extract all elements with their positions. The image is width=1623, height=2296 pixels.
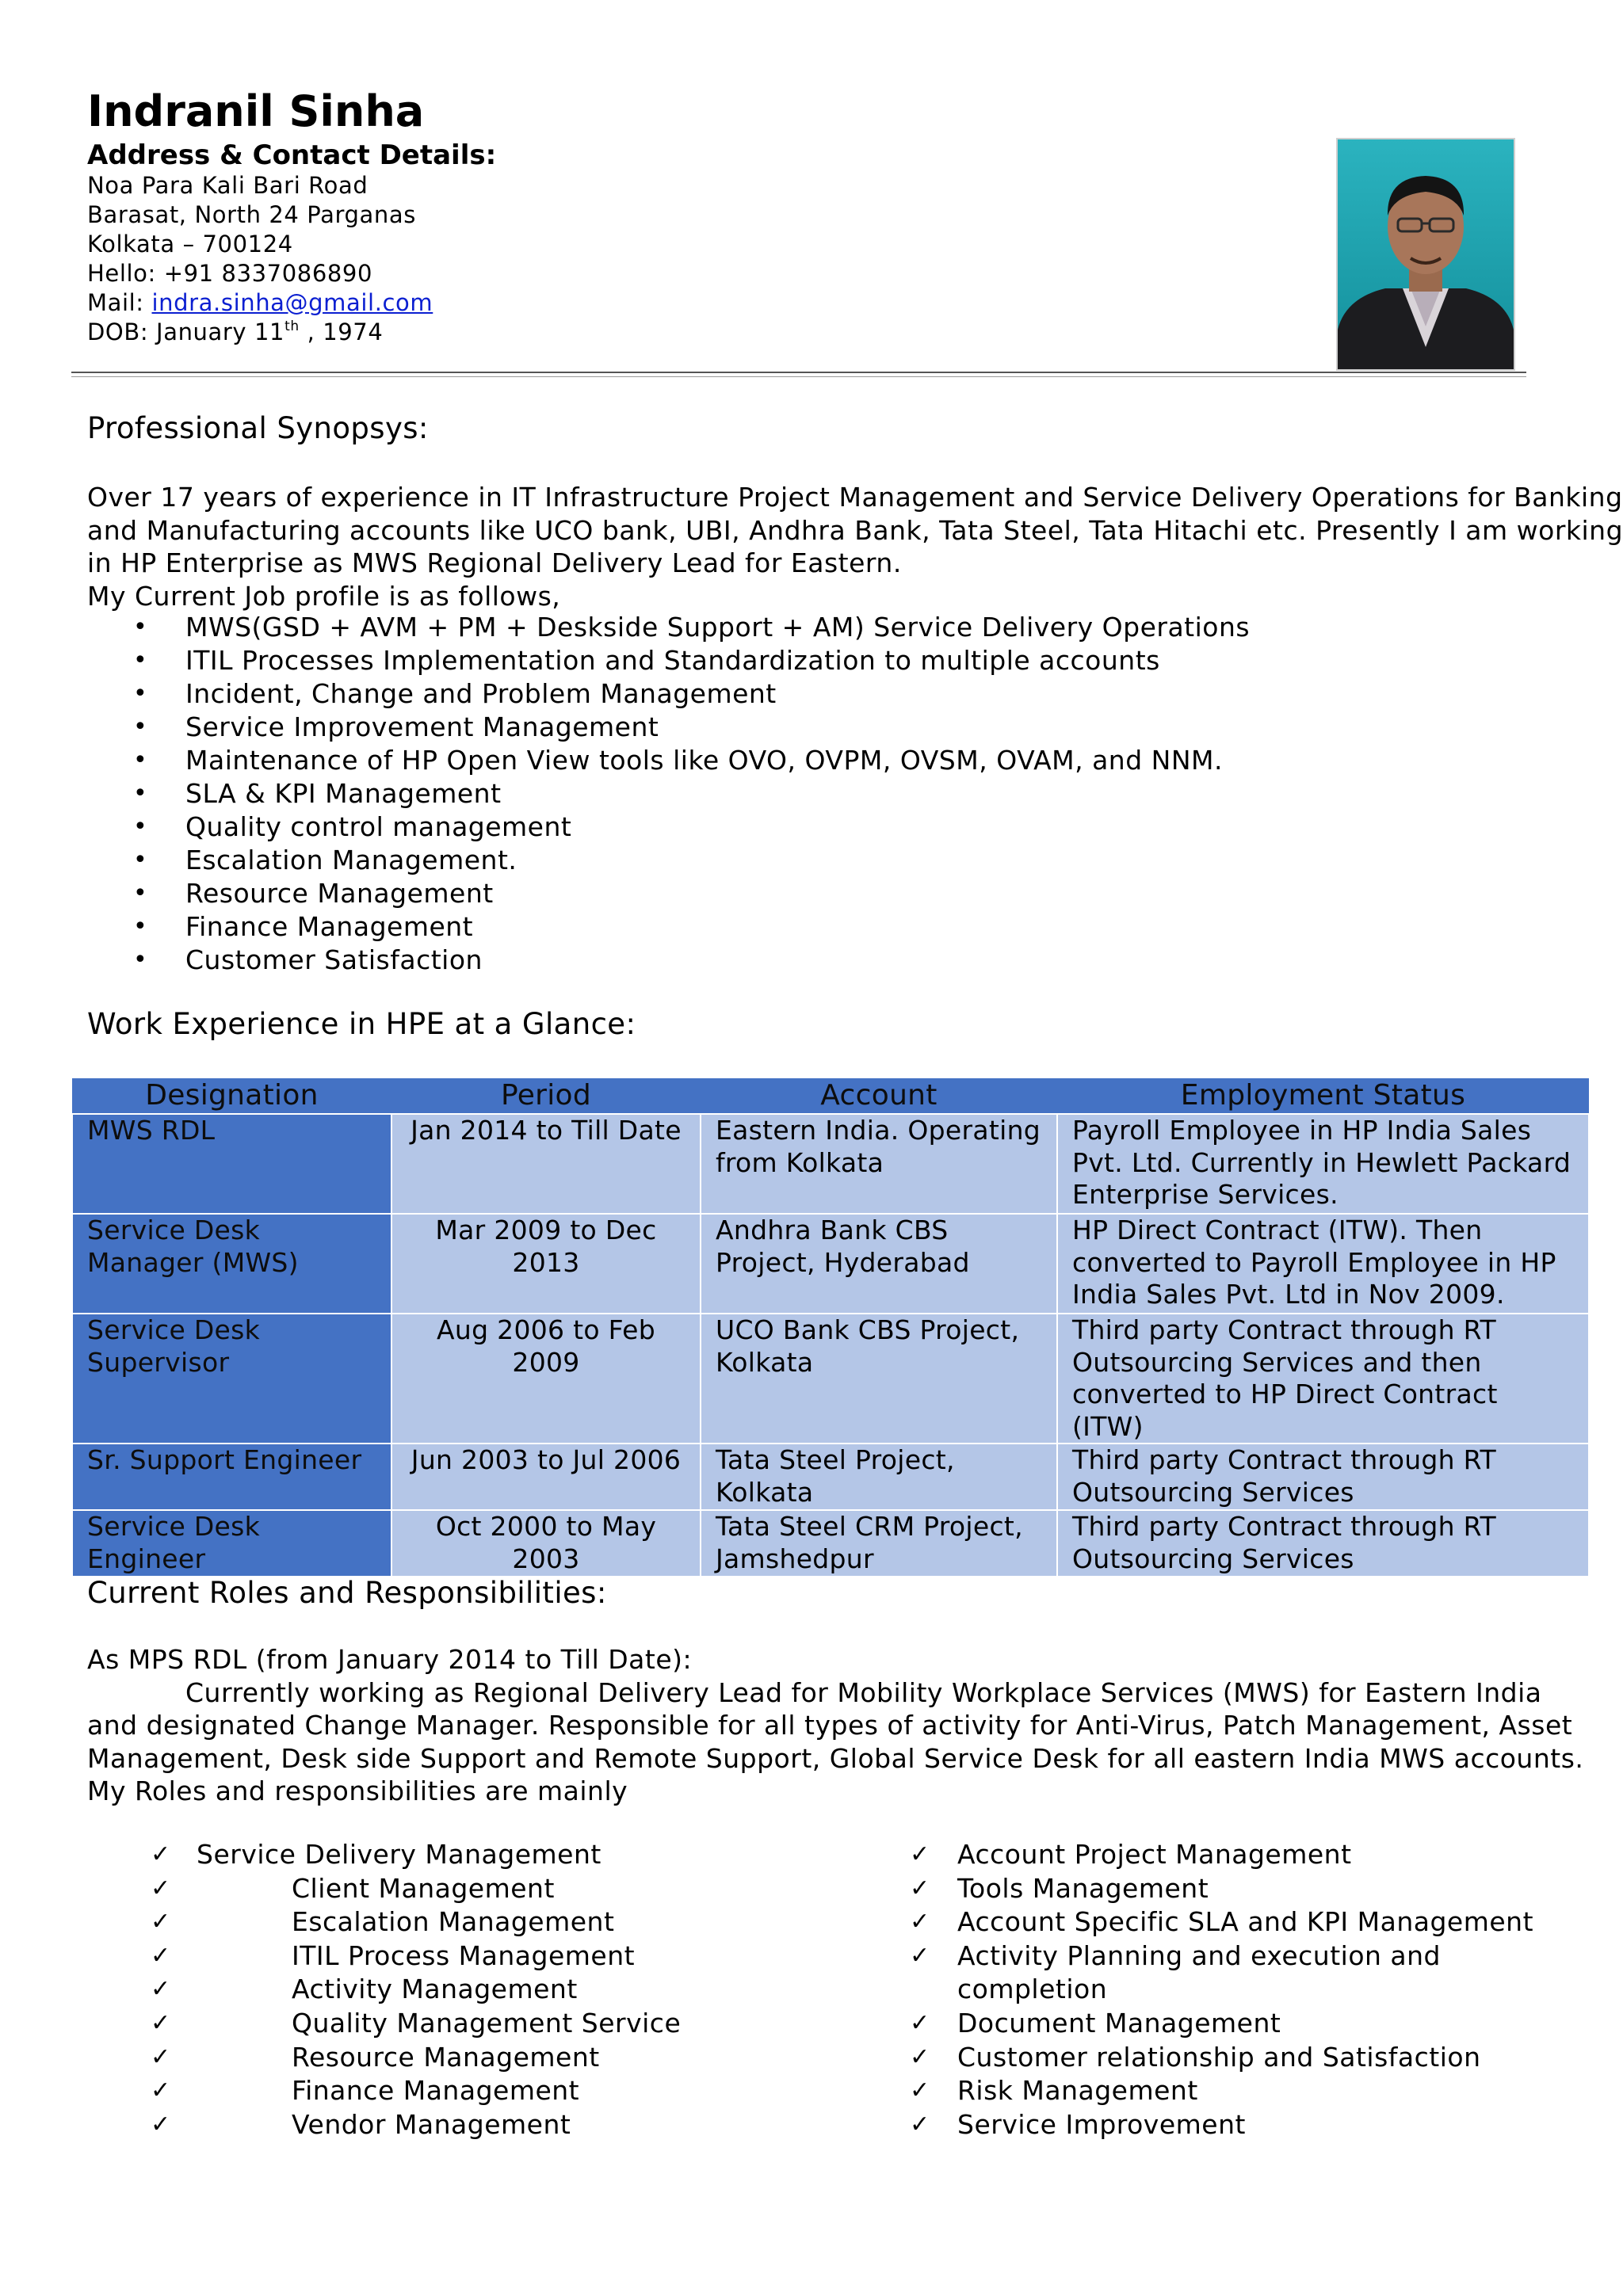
table-header-row <box>72 1078 1589 1114</box>
list-item-text: Customer Satisfaction <box>185 944 483 975</box>
list-item-text: Quality Management Service <box>292 2007 682 2039</box>
list-item-text: completion <box>957 1974 1108 2005</box>
period-cell: Oct 2000 to May 2003 <box>391 1510 701 1577</box>
mail-line <box>87 288 433 318</box>
list-item-text: Activity Management <box>292 1974 578 2005</box>
status-cell: Payroll Employee in HP India Sales Pvt. Ltd. Currently in Hewlett Packard Enterprise Services. <box>1057 1114 1589 1214</box>
designation-cell: Sr. Support Engineer <box>72 1444 391 1510</box>
list-item-text: Risk Management <box>957 2075 1198 2107</box>
list-item-text: Client Management <box>292 1872 555 1904</box>
roles-heading: Current Roles and Responsibilities: <box>87 1576 607 1610</box>
header-divider <box>71 372 1526 373</box>
list-item-text: ITIL Process Management <box>292 1939 636 1971</box>
bullet-icon: • <box>133 946 148 974</box>
list-item-text: Escalation Management <box>292 1906 615 1938</box>
status-cell: Third party Contract through RT Outsourcing Services and then converted to HP Direct Contract (ITW) <box>1057 1314 1589 1444</box>
synopsis-paragraph <box>87 481 1623 612</box>
checkmark-icon: ✓ <box>910 2110 930 2138</box>
synopsis-line: and Manufacturing accounts like UCO bank, UBI, Andhra Bank, Tata Steel, Tata Hitachi etc. Presently I am working <box>87 514 1623 546</box>
list-item-text: Escalation Management. <box>185 845 517 875</box>
bullet-icon: • <box>133 646 148 674</box>
work-heading: Work Experience in HPE at a Glance: <box>87 1007 636 1041</box>
profile-photo <box>1336 138 1515 371</box>
column-header-status: Employment Status <box>1057 1078 1589 1114</box>
dob-suffix: , 1974 <box>299 318 384 345</box>
checkmark-icon: ✓ <box>151 2042 171 2071</box>
status-cell: HP Direct Contract (ITW). Then converted to Payroll Employee in HP India Sales Pvt. Ltd in Nov 2009. <box>1057 1214 1589 1314</box>
list-item-text: Resource Management <box>292 2041 600 2073</box>
checkmark-icon: ✓ <box>151 2077 171 2105</box>
designation-cell: MWS RDL <box>72 1114 391 1214</box>
phone-line: Hello: +91 8337086890 <box>87 260 373 287</box>
bullet-icon: • <box>133 879 148 907</box>
dob-ordinal: th <box>285 318 300 334</box>
checkmark-icon: ✓ <box>910 2077 930 2105</box>
header-divider-thin <box>71 376 1526 377</box>
bullet-icon: • <box>133 846 148 874</box>
address-line-1: Noa Para Kali Bari Road <box>87 172 369 199</box>
checkmark-icon: ✓ <box>910 1908 930 1936</box>
synopsis-heading: Professional Synopsys: <box>87 411 429 445</box>
roles-line: As MPS RDL (from January 2014 to Till Date): <box>87 1644 693 1675</box>
roles-line: and designated Change Manager. Responsible for all types of activity for Anti-Virus, Patch Management, Asset <box>87 1710 1573 1741</box>
list-item-text: Account Project Management <box>957 1839 1352 1870</box>
designation-cell: Service Desk Manager (MWS) <box>72 1214 391 1314</box>
checkmark-icon: ✓ <box>910 1941 930 1970</box>
checkmark-icon: ✓ <box>151 1975 171 2004</box>
candidate-name: Indranil Sinha <box>87 86 425 136</box>
checkmark-icon: ✓ <box>910 2008 930 2037</box>
checkmark-icon: ✓ <box>151 1840 171 1868</box>
account-cell: Eastern India. Operating from Kolkata <box>701 1114 1057 1214</box>
list-item-text: MWS(GSD + AVM + PM + Deskside Support + AM) Service Delivery Operations <box>185 612 1251 643</box>
mail-label: Mail: <box>87 289 152 316</box>
bullet-icon: • <box>133 780 148 807</box>
checkmark-icon: ✓ <box>910 1840 930 1868</box>
dob-prefix: DOB: January 11 <box>87 318 285 345</box>
checkmark-icon: ✓ <box>151 1941 171 1970</box>
status-cell: Third party Contract through RT Outsourcing Services <box>1057 1510 1589 1577</box>
bullet-icon: • <box>133 813 148 841</box>
list-item-text: SLA & KPI Management <box>185 778 502 809</box>
bullet-icon: • <box>133 613 148 641</box>
list-item-text: Account Specific SLA and KPI Management <box>957 1906 1534 1938</box>
roles-line: My Roles and responsibilities are mainly <box>87 1775 628 1806</box>
table-row <box>72 1214 1589 1314</box>
checkmark-icon: ✓ <box>910 1874 930 1902</box>
table-row <box>72 1114 1589 1214</box>
table-row <box>72 1444 1589 1510</box>
table-row <box>72 1314 1589 1444</box>
list-item-text: ITIL Processes Implementation and Standardization to multiple accounts <box>185 645 1160 676</box>
account-cell: Tata Steel CRM Project, Jamshedpur <box>701 1510 1057 1577</box>
list-item-text: Document Management <box>957 2007 1281 2039</box>
period-cell: Mar 2009 to Dec 2013 <box>391 1214 701 1314</box>
synopsis-line: in HP Enterprise as MWS Regional Delivery Lead for Eastern. <box>87 547 902 578</box>
list-item-text: Customer relationship and Satisfaction <box>957 2041 1481 2073</box>
list-item-text: Service Improvement Management <box>185 711 659 742</box>
bullet-icon: • <box>133 913 148 940</box>
roles-line: Management, Desk side Support and Remote Support, Global Service Desk for all eastern India MWS accounts. <box>87 1742 1584 1774</box>
list-item-text: Vendor Management <box>292 2108 571 2140</box>
period-cell: Jan 2014 to Till Date <box>391 1114 701 1214</box>
profile-photo-image <box>1338 139 1514 369</box>
column-header-period: Period <box>391 1078 701 1114</box>
bullet-icon: • <box>133 713 148 741</box>
roles-line: Currently working as Regional Delivery Lead for Mobility Workplace Services (MWS) for Eastern India <box>185 1676 1542 1708</box>
account-cell: UCO Bank CBS Project, Kolkata <box>701 1314 1057 1444</box>
account-cell: Tata Steel Project, Kolkata <box>701 1444 1057 1510</box>
checkmark-icon: ✓ <box>910 2042 930 2071</box>
column-header-account: Account <box>701 1078 1057 1114</box>
list-item-text: Activity Planning and execution and <box>957 1939 1442 1971</box>
synopsis-line: My Current Job profile is as follows, <box>87 580 561 612</box>
checkmark-icon: ✓ <box>151 2008 171 2037</box>
list-item-text: Service Delivery Management <box>197 1839 601 1870</box>
contact-details <box>87 171 433 347</box>
roles-paragraph <box>87 1643 1609 1808</box>
contact-heading: Address & Contact Details: <box>87 139 497 171</box>
period-cell: Jun 2003 to Jul 2006 <box>391 1444 701 1510</box>
list-item-text: Incident, Change and Problem Management <box>185 678 777 709</box>
list-item-text: Resource Management <box>185 878 494 909</box>
email-link[interactable]: indra.sinha@gmail.com <box>151 289 433 316</box>
list-item-text: Quality control management <box>185 811 572 842</box>
work-experience-table <box>71 1078 1590 1577</box>
list-item-text: Maintenance of HP Open View tools like OVO, OVPM, OVSM, OVAM, and NNM. <box>185 745 1223 776</box>
list-item-text: Finance Management <box>292 2075 580 2107</box>
bullet-icon: • <box>133 680 148 707</box>
address-line-3: Kolkata – 700124 <box>87 231 293 257</box>
status-cell: Third party Contract through RT Outsourcing Services <box>1057 1444 1589 1510</box>
list-item-text: Finance Management <box>185 911 474 942</box>
list-item-text: Service Improvement <box>957 2108 1246 2140</box>
account-cell: Andhra Bank CBS Project, Hyderabad <box>701 1214 1057 1314</box>
list-item-text: Tools Management <box>957 1872 1209 1904</box>
designation-cell: Service Desk Supervisor <box>72 1314 391 1444</box>
designation-cell: Service Desk Engineer <box>72 1510 391 1577</box>
address-line-2: Barasat, North 24 Parganas <box>87 201 416 228</box>
column-header-designation: Designation <box>72 1078 391 1114</box>
bullet-icon: • <box>133 746 148 774</box>
synopsis-line: Over 17 years of experience in IT Infrastructure Project Management and Service Delivery Operations for Banking <box>87 482 1623 513</box>
checkmark-icon: ✓ <box>151 1874 171 1902</box>
period-cell: Aug 2006 to Feb 2009 <box>391 1314 701 1444</box>
table-row <box>72 1510 1589 1577</box>
checkmark-icon: ✓ <box>151 2110 171 2138</box>
dob-line <box>87 318 433 347</box>
checkmark-icon: ✓ <box>151 1908 171 1936</box>
